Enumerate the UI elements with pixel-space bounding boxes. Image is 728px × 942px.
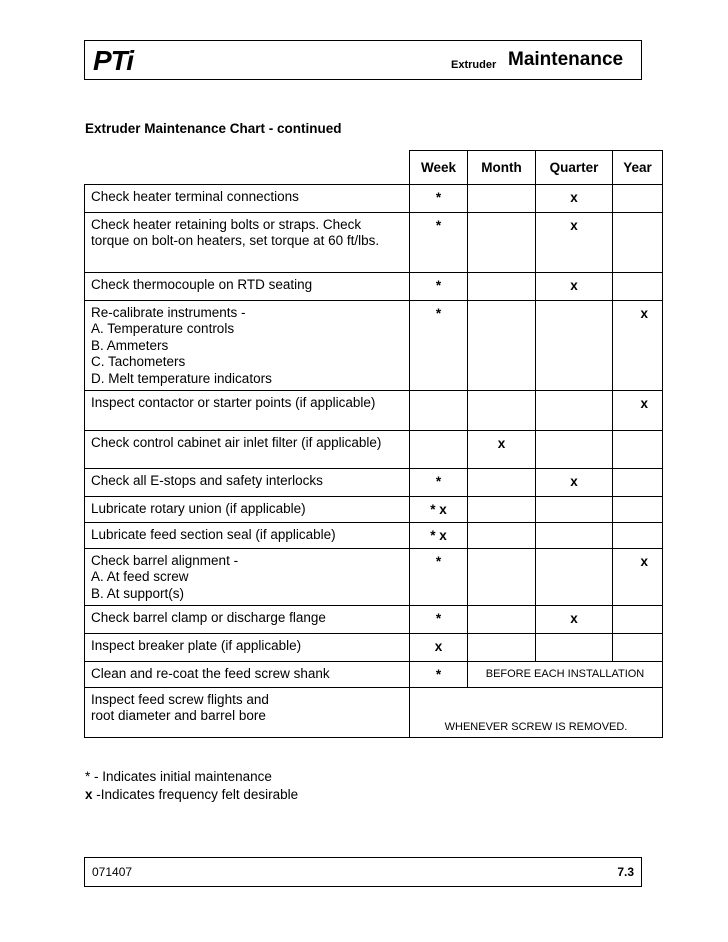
- legend-initial: [85, 768, 298, 786]
- frequency-mark: *: [435, 305, 442, 321]
- frequency-mark: *: [435, 217, 442, 233]
- frequency-mark: [613, 213, 662, 218]
- quarter-cell: [536, 468, 613, 496]
- frequency-mark: *: [435, 553, 442, 569]
- frequency-mark: x: [640, 395, 648, 411]
- legend-frequency: [85, 786, 298, 804]
- task-cell: Inspect breaker plate (if applicable): [85, 633, 410, 661]
- schedule-note: BEFORE EACH INSTALLATION: [468, 661, 663, 687]
- task-cell: Check heater retaining bolts or straps. Check torque on bolt-on heaters, set torque at 60 ft/lbs.: [85, 212, 410, 272]
- frequency-mark: [536, 523, 612, 528]
- frequency-mark: *: [435, 277, 442, 293]
- frequency-mark: x: [570, 473, 578, 489]
- table-row: [85, 430, 663, 468]
- table-row: [85, 605, 663, 633]
- frequency-mark: *: [435, 473, 442, 489]
- task-cell: Lubricate feed section seal (if applicable): [85, 522, 410, 548]
- month-cell: [468, 496, 536, 522]
- year-cell: [613, 300, 663, 390]
- chart-body: [85, 184, 663, 737]
- year-cell: [613, 272, 663, 300]
- table-row: [85, 300, 663, 390]
- quarter-cell: [536, 430, 613, 468]
- frequency-mark: [468, 523, 535, 528]
- frequency-mark: [613, 273, 662, 278]
- month-cell: [468, 184, 536, 212]
- week-cell: [410, 661, 468, 687]
- task-cell: Inspect contactor or starter points (if applicable): [85, 390, 410, 430]
- year-cell: [613, 468, 663, 496]
- month-cell: [468, 390, 536, 430]
- frequency-mark: [410, 391, 467, 396]
- frequency-mark: [410, 431, 467, 436]
- week-cell: [410, 496, 468, 522]
- page-footer: [84, 857, 642, 887]
- frequency-mark: x: [570, 277, 578, 293]
- task-column-header: [85, 151, 410, 185]
- task-cell: Check barrel alignment - A. At feed screw B. At support(s): [85, 548, 410, 605]
- week-cell: [410, 468, 468, 496]
- page-header: [84, 40, 642, 80]
- table-row: [85, 522, 663, 548]
- quarter-cell: [536, 212, 613, 272]
- frequency-mark: [468, 301, 535, 306]
- task-cell: Check barrel clamp or discharge flange: [85, 605, 410, 633]
- table-row: [85, 468, 663, 496]
- quarter-cell: [536, 605, 613, 633]
- legend: [85, 768, 298, 804]
- frequency-mark: [536, 497, 612, 502]
- table-row: [85, 496, 663, 522]
- frequency-mark: x: [640, 553, 648, 569]
- frequency-mark: [468, 549, 535, 554]
- quarter-cell: [536, 300, 613, 390]
- year-cell: [613, 212, 663, 272]
- schedule-note: WHENEVER SCREW IS REMOVED.: [410, 687, 663, 737]
- table-row: [85, 661, 663, 687]
- quarter-cell: [536, 522, 613, 548]
- month-cell: [468, 430, 536, 468]
- table-row: [85, 687, 663, 737]
- table-row: [85, 272, 663, 300]
- year-column-header: Year: [613, 151, 663, 185]
- header-subtitle: Extruder: [451, 59, 497, 71]
- task-cell: Check control cabinet air inlet filter (if applicable): [85, 430, 410, 468]
- frequency-mark: [613, 606, 662, 611]
- quarter-cell: [536, 272, 613, 300]
- table-row: [85, 184, 663, 212]
- year-cell: [613, 390, 663, 430]
- year-cell: [613, 496, 663, 522]
- month-column-header: Month: [468, 151, 536, 185]
- frequency-mark: x: [640, 305, 648, 321]
- month-cell: [468, 468, 536, 496]
- chart-header-row: [85, 151, 663, 185]
- week-cell: [410, 184, 468, 212]
- quarter-cell: [536, 184, 613, 212]
- frequency-mark: [536, 391, 612, 396]
- table-row: [85, 633, 663, 661]
- frequency-mark: [468, 213, 535, 218]
- legend-x-text: -Indicates frequency felt desirable: [92, 787, 299, 802]
- task-cell: Clean and re-coat the feed screw shank: [85, 661, 410, 687]
- frequency-mark: [468, 273, 535, 278]
- frequency-mark: [613, 185, 662, 190]
- frequency-mark: *: [435, 189, 442, 205]
- doc-number: 071407: [92, 865, 133, 879]
- year-cell: [613, 605, 663, 633]
- pti-logo: PTi: [93, 45, 134, 76]
- month-cell: [468, 212, 536, 272]
- task-cell: Check thermocouple on RTD seating: [85, 272, 410, 300]
- frequency-mark: * x: [430, 501, 447, 517]
- quarter-cell: [536, 496, 613, 522]
- frequency-mark: * x: [430, 527, 447, 543]
- week-cell: [410, 522, 468, 548]
- month-cell: [468, 522, 536, 548]
- maintenance-chart: [84, 150, 663, 738]
- frequency-mark: [536, 431, 612, 436]
- frequency-mark: [613, 431, 662, 436]
- year-cell: [613, 430, 663, 468]
- frequency-mark: x: [570, 189, 578, 205]
- frequency-mark: [536, 549, 612, 554]
- quarter-cell: [536, 390, 613, 430]
- task-cell: Inspect feed screw flights and root diameter and barrel bore: [85, 687, 410, 737]
- year-cell: [613, 633, 663, 661]
- frequency-mark: *: [435, 610, 442, 626]
- quarter-column-header: Quarter: [536, 151, 613, 185]
- frequency-mark: x: [434, 638, 443, 654]
- frequency-mark: x: [570, 610, 578, 626]
- legend-star-text: - Indicates initial maintenance: [90, 769, 272, 784]
- frequency-mark: [468, 497, 535, 502]
- legend-x-symbol: x: [85, 787, 93, 802]
- week-column-header: Week: [410, 151, 468, 185]
- table-row: [85, 390, 663, 430]
- task-cell: Lubricate rotary union (if applicable): [85, 496, 410, 522]
- week-cell: [410, 548, 468, 605]
- section-title: Extruder Maintenance Chart - continued: [85, 121, 342, 136]
- task-cell: Check heater terminal connections: [85, 184, 410, 212]
- year-cell: [613, 548, 663, 605]
- month-cell: [468, 272, 536, 300]
- header-title: Maintenance: [508, 49, 624, 70]
- frequency-mark: [536, 301, 612, 306]
- task-cell: Re-calibrate instruments - A. Temperature controls B. Ammeters C. Tachometers D. Melt temperature indicators: [85, 300, 410, 390]
- table-row: [85, 548, 663, 605]
- frequency-mark: x: [570, 217, 578, 233]
- frequency-mark: *: [435, 666, 442, 682]
- task-cell: Check all E-stops and safety interlocks: [85, 468, 410, 496]
- frequency-mark: [536, 634, 612, 639]
- legend-star-symbol: *: [85, 769, 91, 784]
- month-cell: [468, 605, 536, 633]
- week-cell: [410, 300, 468, 390]
- quarter-cell: [536, 633, 613, 661]
- frequency-mark: x: [497, 435, 506, 451]
- frequency-mark: [613, 634, 662, 639]
- page-number: 7.3: [617, 865, 634, 879]
- frequency-mark: [613, 523, 662, 528]
- year-cell: [613, 184, 663, 212]
- table-row: [85, 212, 663, 272]
- frequency-mark: [468, 634, 535, 639]
- frequency-mark: [468, 606, 535, 611]
- frequency-mark: [613, 469, 662, 474]
- year-cell: [613, 522, 663, 548]
- frequency-mark: [468, 391, 535, 396]
- week-cell: [410, 633, 468, 661]
- frequency-mark: [468, 185, 535, 190]
- week-cell: [410, 212, 468, 272]
- frequency-mark: [468, 469, 535, 474]
- week-cell: [410, 430, 468, 468]
- quarter-cell: [536, 548, 613, 605]
- month-cell: [468, 548, 536, 605]
- month-cell: [468, 633, 536, 661]
- month-cell: [468, 300, 536, 390]
- week-cell: [410, 605, 468, 633]
- frequency-mark: [613, 497, 662, 502]
- week-cell: [410, 390, 468, 430]
- week-cell: [410, 272, 468, 300]
